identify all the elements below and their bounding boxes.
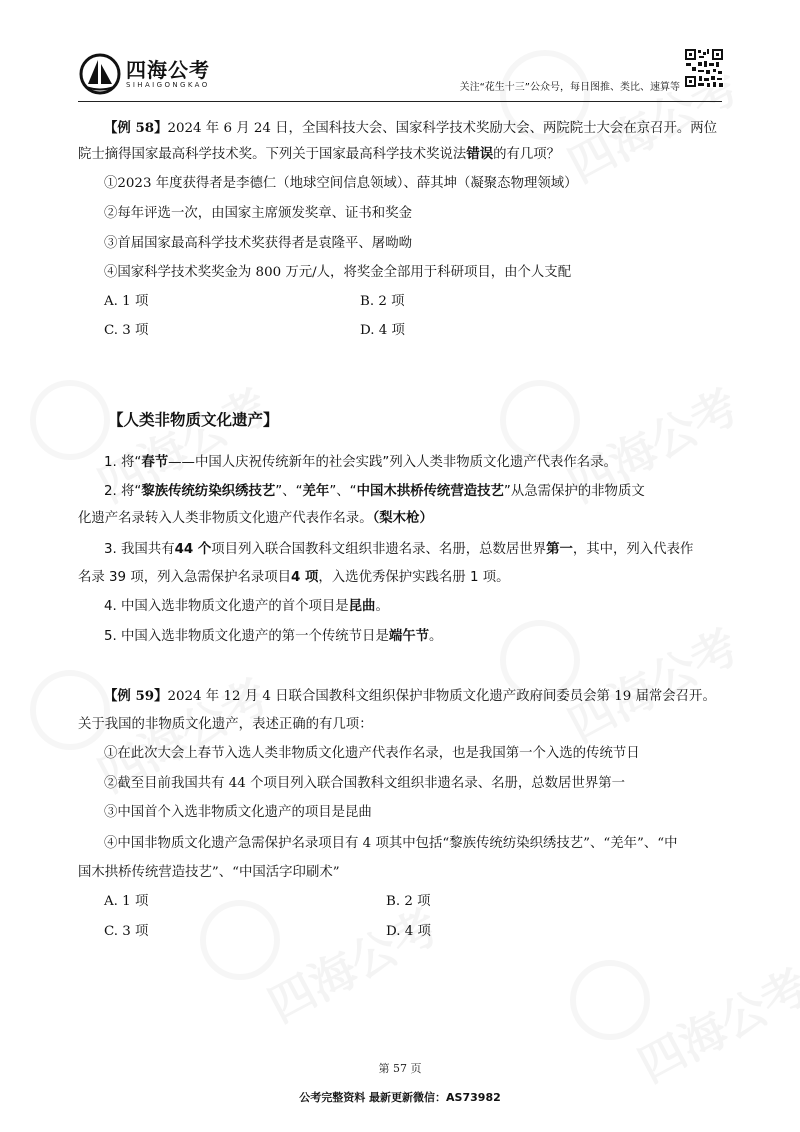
example-59-stem-line2: 关于我国的非物质文化遗产，表述正确的有几项： [78,717,373,732]
example-59-option-c[interactable]: C. 3 项 [104,924,149,939]
page-number: 第 57 页 [378,1062,422,1075]
logo-subtitle: SIHAIGONGKAO [126,81,210,89]
heritage-point-1: 1. 将“春节——中国人庆祝传统新年的社会实践”列入人类非物质文化遗产代表作名录。 [104,455,617,470]
heritage-point-3-line2: 名录 39 项，列入急需保护名录项目4 项，入选优秀保护实践名册 1 项。 [78,570,510,585]
example-58-stem-line1: 【例 58】2024 年 6 月 24 日，全国科技大会、国家科学技术奖励大会、两院院士大会在京召开。两位 [104,120,718,136]
brand-logo [78,52,210,96]
header-note: 关注“花生十三”公众号，每日图推、类比、速算等 [459,82,680,93]
logo-title: 四海公考 [126,58,210,82]
watermark-circle [30,670,110,750]
watermark-circle [30,380,110,460]
heritage-point-3-line1: 3. 我国共有44 个项目列入联合国教科文组织非遗名录、名册，总数居世界第一，其中，列入代表作 [104,542,694,557]
qr-code-icon[interactable] [684,48,724,88]
example-58-item-1: ①2023 年度获得者是李德仁（地球空间信息领域）、薛其坤（凝聚态物理领域） [104,176,578,191]
example-58-option-a[interactable]: A. 1 项 [104,294,149,309]
heritage-point-2-line2: 化遗产名录转入人类非物质文化遗产代表作名录。（梨木枪） [78,511,433,526]
example-58-stem-line2: 院士摘得国家最高科学技术奖。下列关于国家最高科学技术奖说法错误的有几项？ [78,146,561,162]
example-58-option-b[interactable]: B. 2 项 [360,294,405,309]
example-58-label: 【例 58】 [104,120,168,136]
heritage-point-4: 4. 中国入选非物质文化遗产的首个项目是昆曲。 [104,599,389,614]
emphasis-error: 错误 [466,146,494,162]
example-59-item-2: ②截至目前我国共有 44 个项目列入联合国教科文组织非遗名录、名册，总数居世界第一 [104,776,626,791]
example-59-option-b[interactable]: B. 2 项 [386,894,431,909]
example-59-item-3: ③中国首个入选非物质文化遗产的项目是昆曲 [104,805,372,820]
example-58-option-c[interactable]: C. 3 项 [104,323,149,338]
example-58-item-2: ②每年评选一次，由国家主席颁发奖章、证书和奖金 [104,206,412,221]
sail-logo-icon [78,52,122,96]
heritage-point-5: 5. 中国入选非物质文化遗产的第一个传统节日是端午节。 [104,629,443,644]
footer-note: 公考完整资料 最新更新微信：AS73982 [299,1091,501,1104]
header-divider [78,101,722,102]
section-title: 【人类非物质文化遗产】 [108,411,279,429]
example-59-stem-line1: 【例 59】2024 年 12 月 4 日联合国教科文组织保护非物质文化遗产政府间委员会第 19 届常会召开。 [104,688,716,704]
watermark-circle [200,900,280,980]
example-58-item-3: ③首届国家最高科学技术奖获得者是袁隆平、屠呦呦 [104,236,412,251]
page-header [78,48,724,100]
heritage-point-2-line1: 2. 将“黎族传统纺染织绣技艺”、“羌年”、“中国木拱桥传统营造技艺”从急需保护的非物质文 [104,484,645,499]
example-59-item-4-line2: 国木拱桥传统营造技艺”、“中国活字印刷术” [78,865,340,880]
example-59-option-d[interactable]: D. 4 项 [386,924,431,939]
example-58-item-4: ④国家科学技术奖奖金为 800 万元/人，将奖金全部用于科研项目，由个人支配 [104,265,572,280]
watermark-circle [570,960,650,1040]
example-59-item-1: ①在此次大会上春节入选人类非物质文化遗产代表作名录，也是我国第一个入选的传统节日 [104,746,640,761]
example-59-label: 【例 59】 [104,688,168,704]
example-58-option-d[interactable]: D. 4 项 [360,323,405,338]
example-59-item-4-line1: ④中国非物质文化遗产急需保护名录项目有 4 项其中包括“黎族传统纺染织绣技艺”、“羌年”、“中 [104,836,678,851]
example-59-option-a[interactable]: A. 1 项 [104,894,149,909]
watermark-circle [500,380,580,460]
